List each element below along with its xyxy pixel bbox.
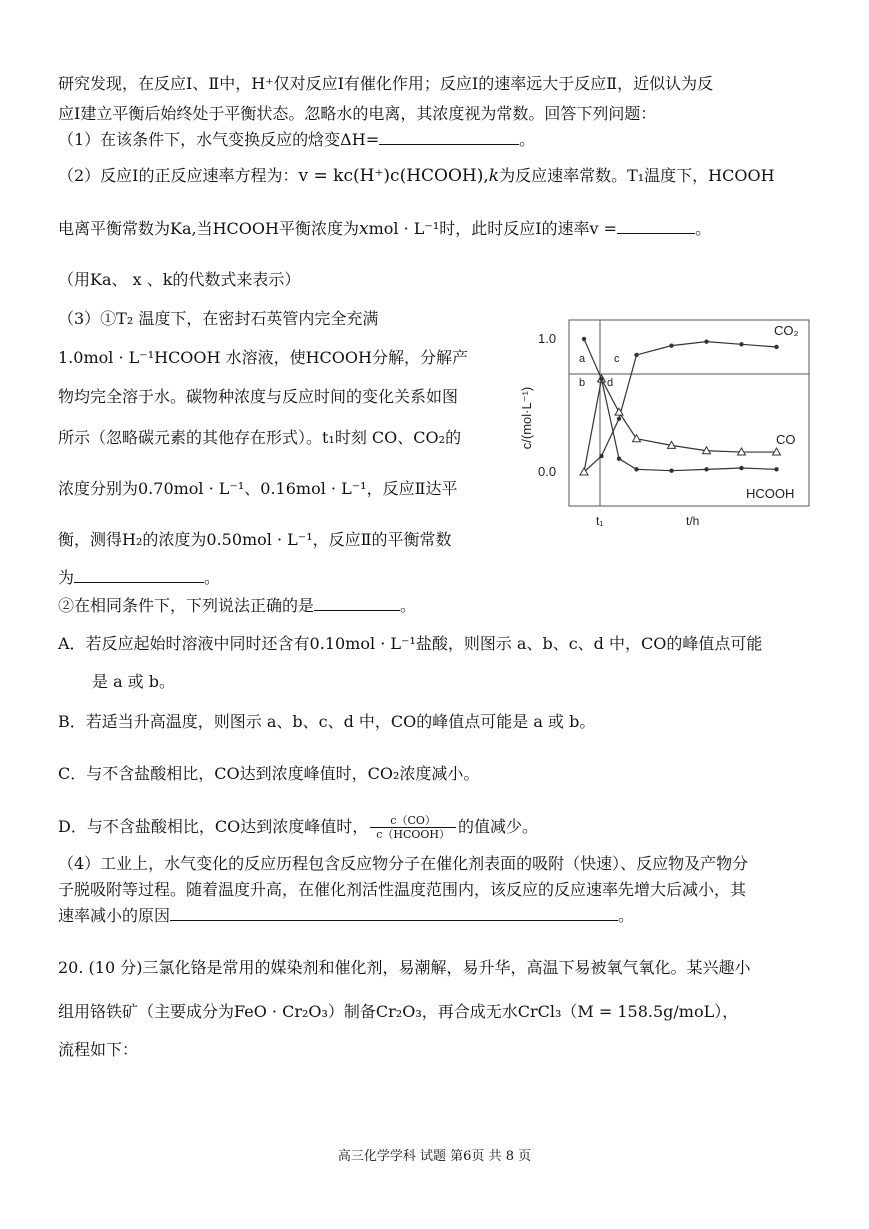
series-2-point-6 — [739, 466, 743, 470]
answer-blank-1[interactable] — [379, 130, 519, 145]
y-axis-label: c/(mol·L⁻¹) — [519, 386, 534, 450]
concentration-symbol: x — [358, 219, 369, 239]
page-footer: 高三化学学科 试题 第6页 共 8 页 — [337, 1149, 532, 1164]
series-0-point-2 — [617, 417, 621, 421]
series-0-point-5 — [704, 339, 708, 343]
question-1-end: 。 — [519, 130, 536, 149]
question-3-line-4: 所示（忽略碳元素的其他存在形式）。t₁时刻 CO、CO₂的 — [58, 428, 462, 447]
option-a-line-2: 是 a 或 b。 — [92, 672, 176, 691]
series-0-point-6 — [739, 342, 743, 346]
series-0-point-1 — [599, 454, 603, 458]
question-4-end: 。 — [618, 906, 635, 925]
option-c: C．与不含盐酸相比，CO达到浓度峰值时，CO₂浓度减小。 — [58, 764, 480, 783]
concentration-time-chart — [512, 306, 832, 531]
series-2-point-4 — [669, 468, 673, 472]
question-4-text-3: 速率减小的原因 — [58, 906, 171, 925]
question-20-line-2: 组用铬铁矿（主要成分为FeO · Cr₂O₃）制备Cr₂O₃，再合成无水CrCl₃（M = 158.5g/moL）， — [58, 1002, 739, 1021]
question-4-line-1: （4）工业上，水气变化的反应历程包含反应物分子在催化剂表面的吸附（快速）、反应物及产物分 — [58, 854, 749, 873]
option-d-text: D．与不含盐酸相比，CO达到浓度峰值时， — [58, 817, 369, 836]
point-label-b: b — [579, 377, 586, 389]
series-2-point-1 — [599, 377, 603, 381]
question-20-line-1: 20. (10 分)三氯化铬是常用的媒染剂和催化剂，易潮解，易升华，高温下易被氧气氧化。某兴趣小 — [58, 958, 751, 977]
series-label-2: HCOOH — [746, 486, 795, 501]
series-0-point-7 — [774, 345, 778, 349]
question-2-line-2 — [58, 219, 711, 239]
point-label-c: c — [614, 353, 620, 365]
series-0-point-4 — [669, 343, 673, 347]
point-label-d: d — [607, 377, 614, 389]
answer-blank-3[interactable] — [74, 568, 204, 583]
series-2-point-2 — [617, 457, 621, 461]
answer-blank-2[interactable] — [617, 219, 695, 234]
option-d — [58, 814, 538, 841]
question-2-text: （2）反应Ⅰ的正反应速率方程为： — [58, 166, 299, 185]
question-3-end-8: 。 — [400, 596, 417, 615]
option-b: B．若适当升高温度，则图示 a、b、c、d 中，CO的峰值点可能是 a 或 b。 — [58, 712, 596, 731]
option-d-end: 的值减少。 — [458, 817, 539, 836]
point-label-a: a — [579, 353, 586, 365]
question-3-line-1: （3）①T₂ 温度下，在密封石英管内完全充满 — [58, 309, 379, 328]
answer-blank-5[interactable] — [170, 906, 618, 921]
ratio-denominator: c（HCOOH） — [376, 828, 451, 841]
question-3-line-2: 1.0mol · L⁻¹HCOOH 水溶液，使HCOOH分解，分解产 — [58, 348, 468, 367]
y-tick-0: 0.0 — [538, 464, 557, 479]
question-3-end-7: 。 — [204, 568, 221, 587]
question-1-text: （1）在该条件下，水气变换反应的焓变ΔH= — [58, 130, 380, 149]
intro-line-1: 研究发现，在反应Ⅰ、Ⅱ中，H⁺仅对反应Ⅰ有催化作用；反应Ⅰ的速率远大于反应Ⅱ，近似认为反 — [58, 74, 714, 93]
series-2-point-0 — [582, 337, 586, 341]
series-0-point-3 — [634, 353, 638, 357]
question-4-line-3 — [58, 906, 634, 926]
question-2-end: 。 — [695, 219, 712, 238]
question-3-line-8 — [58, 596, 416, 616]
series-label-1: CO — [776, 432, 796, 447]
series-label-0: CO₂ — [774, 323, 799, 338]
rate-constant-symbol: k — [488, 166, 500, 186]
question-2-text-2: 为反应速率常数。T₁温度下，HCOOH — [499, 166, 775, 185]
question-2-text-3: 电离平衡常数为Ka,当HCOOH平衡浓度为 — [58, 219, 359, 238]
question-2-hint: （用Ka、 x 、k的代数式来表示） — [58, 270, 301, 289]
question-3-line-5: 浓度分别为0.70mol · L⁻¹、0.16mol · L⁻¹，反应Ⅱ达平 — [58, 479, 458, 498]
intro-line-2: 应Ⅰ建立平衡后始终处于平衡状态。忽略水的电离，其浓度视为常数。回答下列问题： — [58, 104, 657, 123]
y-tick-1: 1.0 — [538, 331, 557, 346]
answer-blank-4[interactable] — [314, 596, 400, 611]
question-3-line-7 — [58, 568, 220, 588]
question-20-line-3: 流程如下： — [58, 1040, 139, 1059]
x-axis-label: t/h — [686, 514, 700, 528]
question-2 — [58, 166, 775, 186]
series-2-point-3 — [634, 467, 638, 471]
question-2-text-4: mol · L⁻¹时，此时反应Ⅰ的速率v = — [368, 219, 618, 238]
question-3-line-6: 衡，测得H₂的浓度为0.50mol · L⁻¹，反应Ⅱ的平衡常数 — [58, 530, 452, 549]
question-3-line-3: 物均完全溶于水。碳物种浓度与反应时间的变化关系如图 — [58, 387, 459, 406]
rate-equation: v = kc(H⁺)c(HCOOH), — [298, 166, 489, 186]
series-2-point-5 — [704, 467, 708, 471]
question-3-text-8: ②在相同条件下，下列说法正确的是 — [58, 596, 315, 615]
question-3-text-7: 为 — [58, 568, 75, 587]
question-4-line-2: 子脱吸附等过程。随着温度升高，在催化剂活性温度范围内，该反应的反应速率先增大后减小，其 — [58, 880, 747, 899]
x-tick-t1: t₁ — [596, 514, 604, 528]
concentration-ratio — [370, 814, 456, 841]
ratio-numerator: c（CO） — [370, 814, 456, 828]
question-1 — [58, 130, 535, 150]
option-a-line-1: A．若反应起始时溶液中同时还含有0.10mol · L⁻¹盐酸，则图示 a、b、c、d 中，CO的峰值点可能 — [58, 634, 763, 653]
series-2-point-7 — [774, 467, 778, 471]
